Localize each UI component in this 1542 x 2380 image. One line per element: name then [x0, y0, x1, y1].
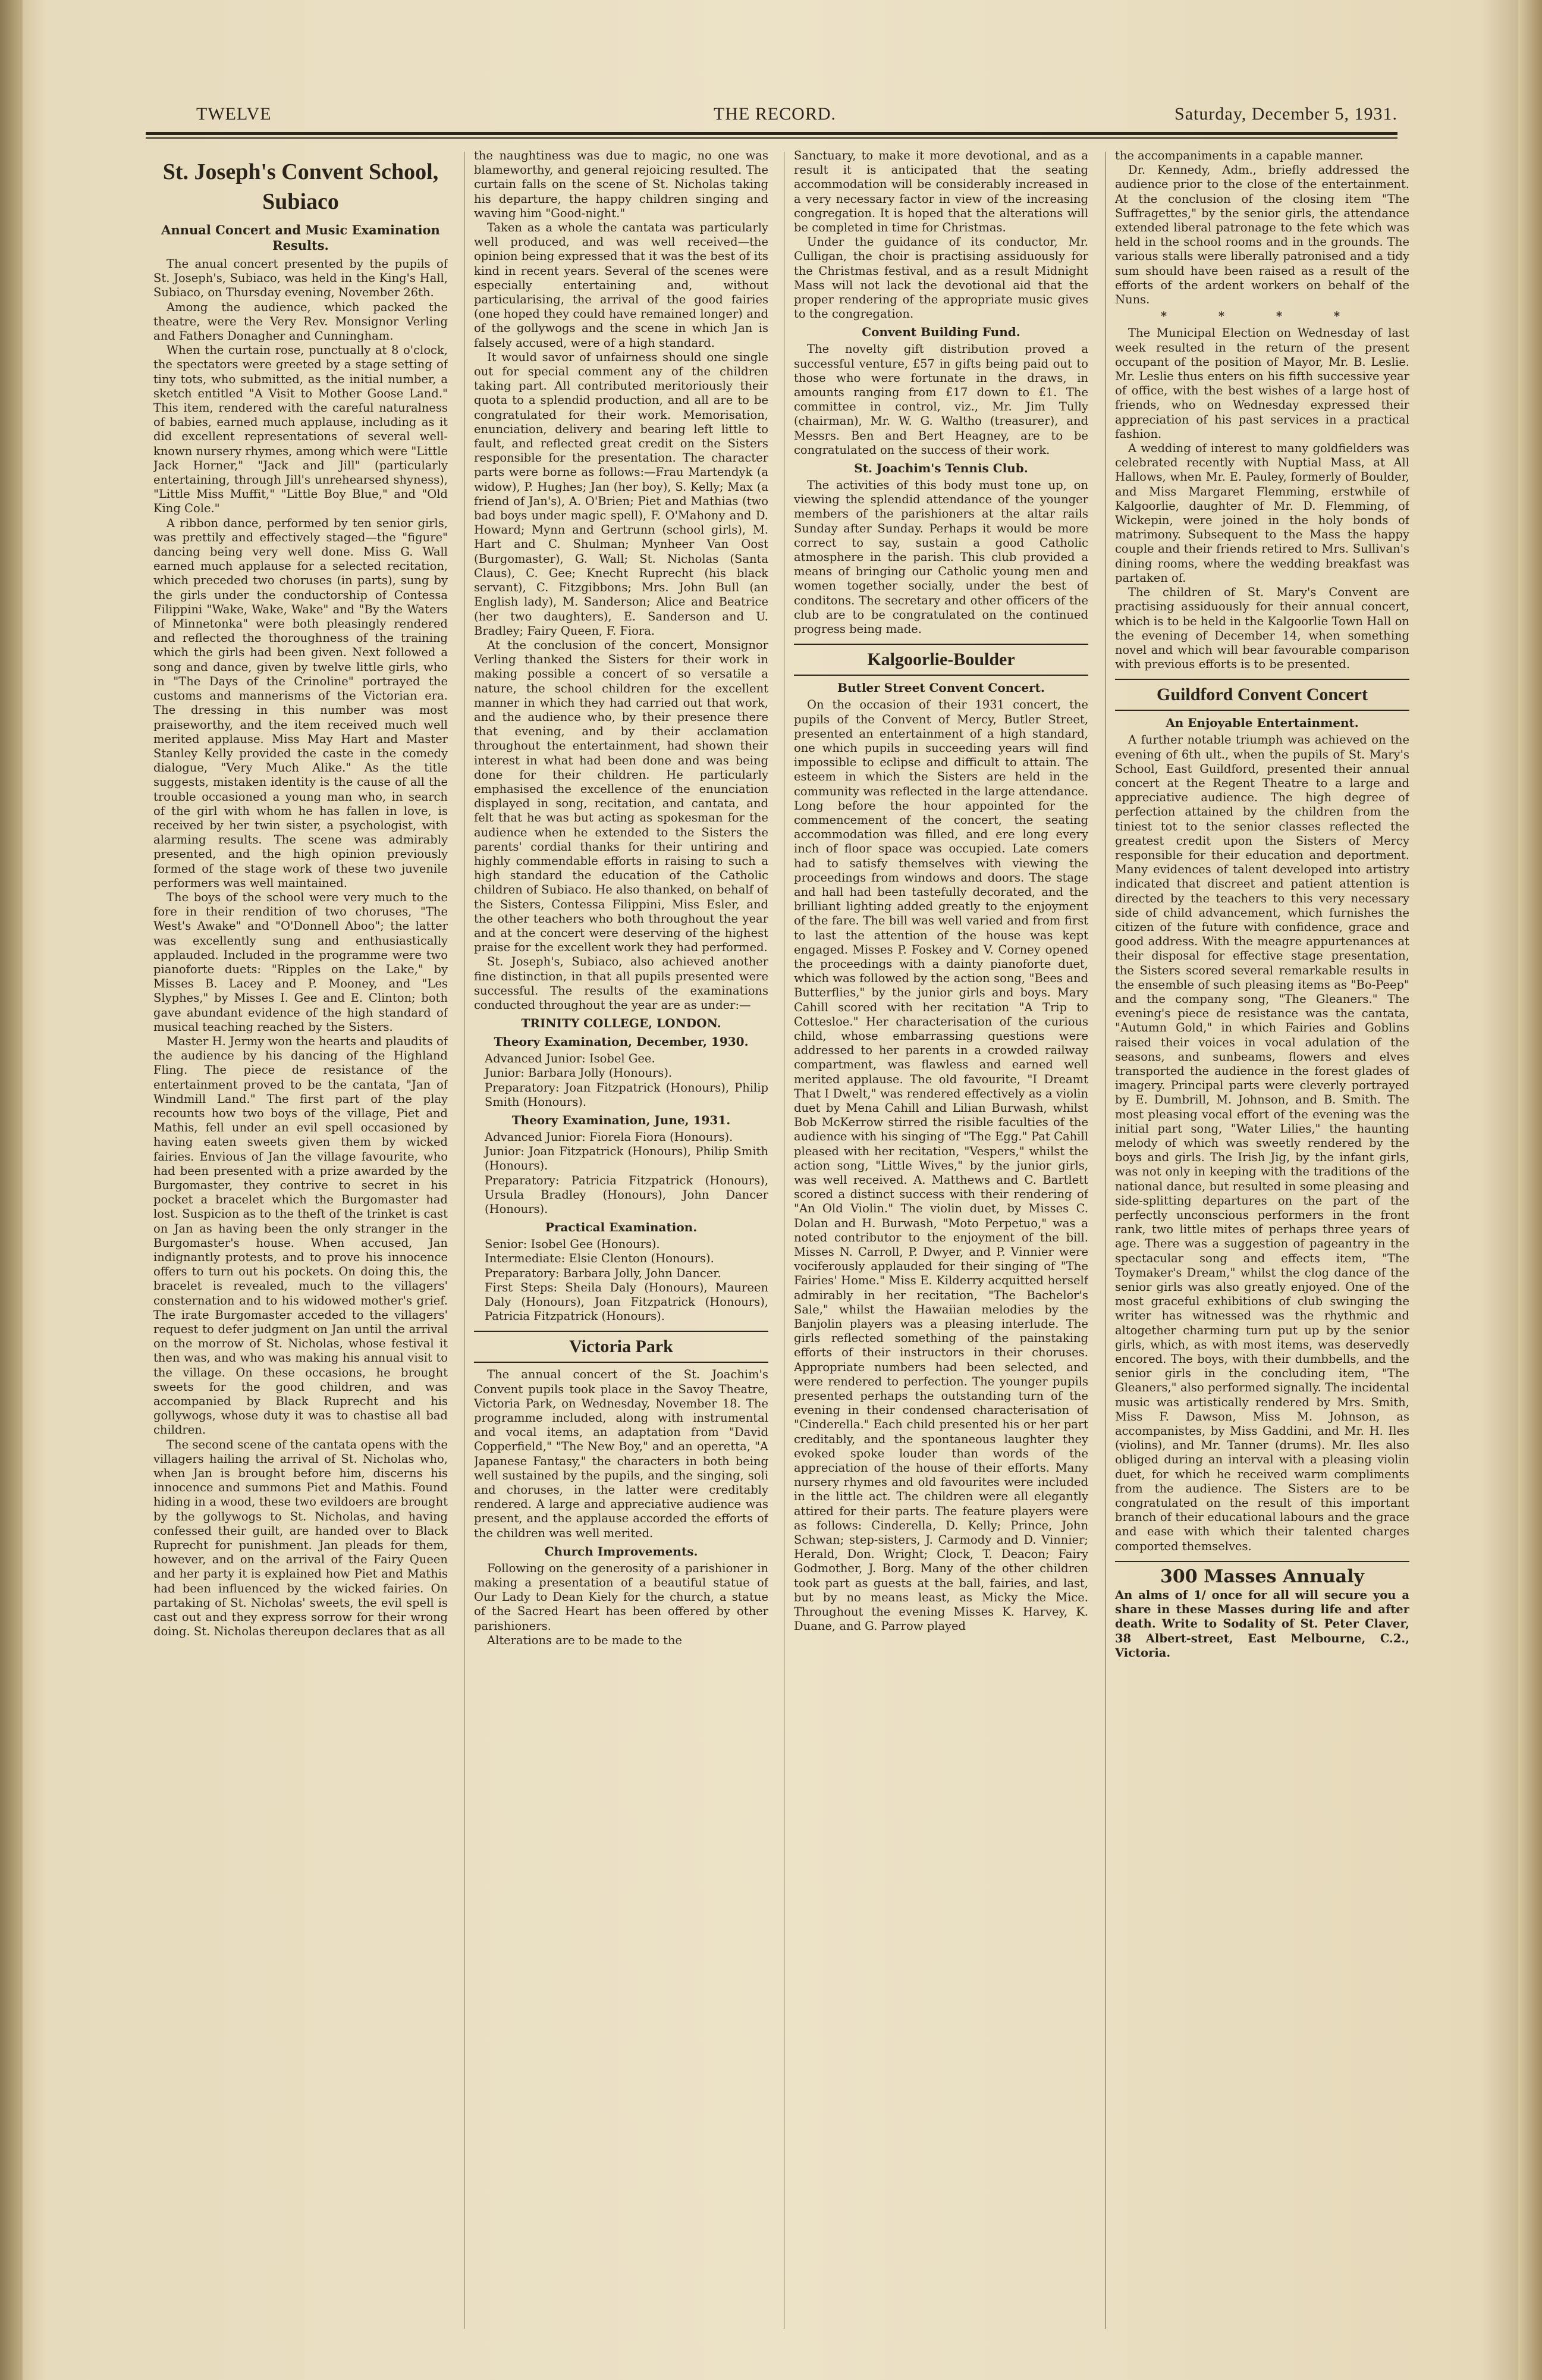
list-item: Senior: Isobel Gee (Honours).: [485, 1237, 660, 1252]
list-item: Junior: Barbara Jolly (Honours).: [485, 1066, 673, 1080]
article-title-st-josephs: St. Joseph's Convent School, Subiaco: [162, 159, 439, 214]
section-heading: Butler Street Convent Concert.: [837, 681, 1045, 695]
paragraph: Among the audience, which packed the theatre, were the Very Rev. Monsignor Verling and Fathers Donagher and Cunningham.: [153, 300, 448, 343]
section-heading: Convent Building Fund.: [862, 325, 1020, 340]
column-3: [794, 149, 1088, 2338]
article-title-victoria-park: Victoria Park: [474, 1331, 768, 1363]
page-number: TWELVE: [196, 104, 272, 124]
paragraph: Following on the generosity of a parishioner in making a presentation of a beautiful statue of Our Lady to Dean Kiely for the church, a statue of the Sacred Heart has been offered by other parishioners.: [474, 1561, 768, 1633]
ad-title: 300 Masses Annualy: [1115, 1561, 1409, 1588]
list-item: Advanced Junior: Isobel Gee.: [485, 1052, 655, 1066]
column-4: [1115, 149, 1409, 2338]
paragraph: Under the guidance of its conductor, Mr. Culligan, the choir is practising assiduously for the Christmas festival, and as a result Midnight Mass will not lack the devotional aid that the proper rendering of the appropriate music gives to the congregation.: [794, 235, 1088, 321]
exam-results-list: [474, 1052, 768, 1109]
masthead-rule-thick: [146, 132, 1397, 135]
exam-heading: Theory Examination, June, 1931.: [511, 1113, 731, 1127]
masthead-rule-thin: [146, 137, 1397, 139]
paragraph: The novelty gift distribution proved a successful venture, £57 in gifts being paid out to those who were fortunate in the draws, in amounts ranging from £17 down to £1. The committee in control, viz., Mr. Jim Tully (chairman), Mr. W. G. Waltho (treasurer), and Messrs. Ben and Bert Heagney, are to be congratulated on the success of their work.: [794, 342, 1088, 457]
column-2: [474, 149, 768, 2338]
exam-results-list: [474, 1237, 768, 1324]
paragraph: The children of St. Mary's Convent are practising assiduously for their annual concert, which is to be held in the Kalgoorlie Town Hall on the evening of December 14, when something novel and which will bear favourable comparison with previous efforts is to be presented.: [1115, 585, 1409, 672]
paragraph: The Municipal Election on Wednesday of last week resulted in the return of the present occupant of the position of Mayor, Mr. B. Leslie. Mr. Leslie thus enters on his fifth successive year of office, with the best wishes of a large host of friends, who on Wednesday expressed their appreciation of his past services in a practical fashion.: [1115, 326, 1409, 441]
section-heading: St. Joachim's Tennis Club.: [854, 461, 1028, 476]
section-separator: * * * *: [1160, 309, 1364, 324]
paragraph: A further notable triumph was achieved on the evening of 6th ult., when the pupils of St. Mary's School, East Guildford, presented their annual concert at the Regent Theatre to a large and appreciative audience. The high degree of perfection attained by the children from the tiniest tot to the senior classes reflected the greatest credit upon the Sisters of Mercy responsible for their education and deportment. Many evidences of talent developed into artistry indicated that discreet and patient attention is directed by the teachers to this very necessary side of child advancement, which furnishes the citizen of the future with confidence, grace and good address. With the meagre appurtenances at their disposal for effective stage presentation, the Sisters scored several remarkable results in the ensemble of such pleasing items as "Bo-Peep" and the company song, "The Gleaners." The evening's piece de resistance was the cantata, "Autumn Gold," in which Fairies and Goblins raised their voices in vocal adulation of the seasons, and sunbeams, flowers and elves transported the audience in the forest glades of imagery. Principal parts were cleverly portrayed by E. Dumbrill, M. Johnson, and B. Smith. The most pleasing vocal effort of the evening was the initial part song, "Water Lilies," the haunting melody of which was sweetly rendered by the boys and girls. The Irish Jig, by the infant girls, was not only in keeping with the traditions of the national dance, but resulted in some pleasing and side-splitting departures on the part of the perfectly unconscious performers in the front rank, two little mites of perhaps three years of age. There was a suggestion of pageantry in the spectacular song and effects item, "The Toymaker's Dream," whilst the clog dance of the senior girls was also greatly enjoyed. One of the most graceful exhibitions of club swinging the writer has witnessed was the rhythmic and altogether charming turn put up by the senior girls, which, as with most items, was deservedly encored. The boys, with their dumbbells, and the senior girls in the concluding item, "The Gleaners," also performed signally. The incidental music was artistically rendered by Mrs. Smith, Miss F. Dawson, Miss M. Johnson, as accompanistes, by Miss Gaddini, and Mr. H. Iles (violins), and Mr. Tanner (drums). Mr. Iles also obliged during an interval with a pleasing violin duet, for which he received warm compliments from the audience. The Sisters are to be congratulated on the result of this important branch of their educational labours and the grace and ease with which their talented charges comported themselves.: [1115, 733, 1409, 1553]
list-item: First Steps: Sheila Daly (Honours), Maureen Daly (Honours), Joan Fitzpatrick (Honours), Patricia Fitzpatrick (Honours).: [485, 1280, 768, 1324]
paragraph: The second scene of the cantata opens with the villagers hailing the arrival of St. Nicholas who, when Jan is brought before him, discerns his innocence and summons Piet and Mathis. Found hiding in a wood, these two evildoers are brought by the gollywogs to St. Nicholas, and having confessed their guilt, are handed over to Black Ruprecht for punishment. Jan pleads for them, however, and on the arrival of the Fairy Queen and her party it is explained how Piet and Mathis had been influenced by the wicked fairies. On partaking of St. Nicholas' sweets, the evil spell is cast out and they express sorrow for their wrong doing. St. Nicholas thereupon declares that as all: [153, 1437, 448, 1639]
paragraph: It would savor of unfairness should one single out for special comment any of the children taking part. All contributed meritoriously their quota to a splendid production, and all are to be congratulated for their work. Memorisation, enunciation, delivery and bearing left little to fault, and reflected great credit on the Sisters responsible for the presentation. The character parts were borne as follows:—Frau Martendyk (a widow), P. Hughes; Jan (her boy), S. Kelly; Max (a friend of Jan's), A. O'Brien; Piet and Mathias (two bad boys under magic spell), F. O'Mahony and D. Howard; Mynn and Gertrunn (school girls), M. Hart and C. Shulman; Mynheer Van Oost (Burgomaster), G. Wall; St. Nicholas (Santa Claus), C. Gee; Knecht Ruprecht (his black servant), C. Fitzgibbons; Mrs. John Bull (an English lady), M. Sanderson; Alice and Beatrice (her two daughters), E. Sanderson and U. Bradley; Fairy Queen, F. Fiora.: [474, 350, 768, 638]
page-edge-shadow: [1518, 0, 1542, 2380]
paragraph: Alterations are to be made to the: [487, 1633, 682, 1647]
paragraph: A ribbon dance, performed by ten senior girls, was prettily and effectively staged—the "figure" dancing being very well done. Miss G. Wall earned much applause for a selected recitation, which preceded two choruses (in parts), sung by the girls under the conductorship of Contessa Filippini "Wake, Wake, Wake" and "By the Waters of Minnetonka" were both pleasingly rendered and reflected the thoroughness of the training which the girls had been given. Next followed a song and dance, given by twelve little girls, who in "The Days of the Crinoline" portrayed the customs and mannerisms of the Victorian era. The dressing in this number was most praiseworthy, and the item received much well merited applause. Miss May Hart and Master Stanley Kelly provided the caste in the comedy dialogue, "Very Much Alike." As the title suggests, mistaken identity is the cause of all the trouble occasioned a young man who, in search of the girl with whom he has fallen in love, is received by her twin sister, a psychologist, with alarming results. The scene was admirably presented, and the high opinion previously formed of the stage work of these two juvenile performers was well maintained.: [153, 516, 448, 890]
column-1: [153, 149, 448, 2338]
paragraph: the naughtiness was due to magic, no one was blameworthy, and general rejoicing resulted. The curtain falls on the scene of St. Nicholas taking his departure, the happy children singing and waving him "Good-night.": [474, 149, 768, 220]
paragraph: A wedding of interest to many goldfielders was celebrated recently with Nuptial Mass, at All Hallows, when Mr. E. Pauley, formerly of Boulder, and Miss Margaret Flemming, erstwhile of Kalgoorlie, daughter of Mr. D. Flemming, of Wickepin, were joined in the holy bonds of matrimony. Subsequent to the Mass the happy couple and their friends retired to Mrs. Sullivan's dining rooms, where the wedding breakfast was partaken of.: [1115, 441, 1409, 585]
paragraph: At the conclusion of the concert, Monsignor Verling thanked the Sisters for their work in making possible a concert of so versatile a nature, the school children for the excellent manner in which they had carried out that work, and the audience who, by their presence there that evening, and by their acclamation throughout the entertainment, had shown their interest in what had been done and was being done for their children. He particularly emphasised the excellence of the enunciation displayed in song, recitation, and cantata, and felt that he was but acting as spokesman for the audience when he extended to the Sisters the parents' cordial thanks for their untiring and highly commendable efforts in raising to such a high standard the education of the Catholic children of Subiaco. He also thanked, on behalf of the Sisters, Contessa Filippini, Miss Esler, and the other teachers who both throughout the year and at the concert were deserving of the highest praise for the excellent work they had performed.: [474, 638, 768, 955]
masses-advertisement: [1115, 1561, 1409, 1660]
paragraph: St. Joseph's, Subiaco, also achieved another fine distinction, in that all pupils presented were successful. The results of the examinations conducted throughout the year are as under:—: [474, 955, 768, 1012]
exam-heading: Theory Examination, December, 1930.: [494, 1034, 749, 1049]
paragraph: Sanctuary, to make it more devotional, and as a result it is anticipated that the seating accommodation will be considerably increased in a very necessary factor in view of the increasing congregation. It is hoped that the alterations will be completed in time for Christmas.: [794, 149, 1088, 235]
column-divider: [1105, 152, 1106, 2329]
exam-results-list: [474, 1130, 768, 1216]
article-title-guildford: Guildford Convent Concert: [1115, 679, 1409, 711]
list-item: Advanced Junior: Fiorela Fiora (Honours).: [485, 1130, 733, 1144]
paper-name: THE RECORD.: [714, 104, 836, 124]
list-item: Preparatory: Patricia Fitzpatrick (Honours), Ursula Bradley (Honours), John Dancer (Honours).: [485, 1173, 768, 1216]
paragraph: The activities of this body must tone up, on viewing the splendid attendance of the younger members of the parishioners at the altar rails Sunday after Sunday. Perhaps it would be more correct to say, sustain a good Catholic atmosphere in the parish. This club provided a means of bringing our Catholic young men and women together socially, under the best of conditons. The secretary and other officers of the club are to be congratulated on the continued progress being made.: [794, 478, 1088, 636]
list-item: Intermediate: Elsie Clenton (Honours).: [485, 1252, 714, 1266]
article-subtitle: An Enjoyable Entertainment.: [1166, 716, 1359, 730]
paragraph: Master H. Jermy won the hearts and plaudits of the audience by his dancing of the Highland Fling. The piece de resistance of the entertainment proved to be the cantata, "Jan of Windmill Land." The first part of the play recounts how two boys of the village, Piet and Mathis, fell under an evil spell occasioned by having eaten sweets given them by wicked fairies. Envious of Jan the village favourite, who had been presented with a prize awarded by the Burgomaster, they contrive to secret in his pocket a bracelet which the Burgomaster had lost. Suspicion as to the theft of the trinket is cast on Jan as having been the only stranger in the Burgomaster's house. When accused, Jan indignantly protests, and to prove his innocence offers to turn out his pockets. On doing this, the bracelet is revealed, much to the villagers' consternation and to his widowed mother's grief. The irate Burgomaster acceded to the villagers' request to defer judgment on Jan until the arrival on the morrow of St. Nicholas, whose festival it then was, and who was making his annual visit to the village. On these occasions, he brought sweets for the good children, and was accompanied by Black Ruprecht and his gollywogs, whose duty it was to chastise all bad children.: [153, 1034, 448, 1437]
list-item: Preparatory: Barbara Jolly, John Dancer.: [485, 1266, 721, 1280]
paragraph: The boys of the school were very much to the fore in their rendition of two choruses, "The West's Awake" and "O'Donnell Aboo"; the latter was excellently sung and enthusiastically applauded. Included in the programme were two pianoforte duets: "Ripples on the Lake," by Misses B. Lacey and P. Mooney, and "Les Slyphes," by Misses I. Gee and E. Clinton; both gave abundant evidence of the high standard of musical teaching reached by the Sisters.: [153, 890, 448, 1034]
exam-heading: TRINITY COLLEGE, LONDON.: [521, 1016, 721, 1031]
paragraph: When the curtain rose, punctually at 8 o'clock, the spectators were greeted by a stage setting of tiny tots, who submitted, as the initial number, a sketch entitled "A Visit to Mother Goose Land." This item, rendered with the careful naturalness of babies, earned much applause, including as it did excellent representations of several well-known nursery rhymes, among which were "Little Jack Horner," "Jack and Jill" (particularly entertaining, through Jill's unrehearsed shyness), "Little Miss Muffit," "Little Boy Blue," and "Old King Cole.": [153, 343, 448, 516]
page-spine-shadow: [0, 0, 23, 2380]
paragraph: The annual concert of the St. Joachim's Convent pupils took place in the Savoy Theatre, Victoria Park, on Wednesday, November 18. The programme included, along with instrumental and vocal items, an adaptation from "David Copperfield," "The New Boy," and an operetta, "A Japanese Fantasy," the characters in both being well sustained by the pupils, and the singing, soli and choruses, in the latter were creditably rendered. A large and appreciative audience was present, and the applause accorded the efforts of the children was well merited.: [474, 1368, 768, 1540]
paragraph: the accompaniments in a capable manner.: [1115, 149, 1364, 162]
exam-heading: Practical Examination.: [545, 1220, 698, 1235]
paragraph: Taken as a whole the cantata was particularly well produced, and was well received—the opinion being expressed that it was the best of its kind in recent years. Several of the scenes were especially entertaining and, without particularising, the arrival of the good fairies (one hoped they could have remained longer) and of the gollywogs and the scene in which Jan is falsely accused, were of a high standard.: [474, 221, 768, 350]
ad-text: An alms of 1/ once for all will secure you a share in these Masses during life and after death. Write to Sodality of St. Peter Claver, 38 Albert-street, East Melbourne, C.2., Victoria.: [1115, 1588, 1409, 1660]
article-subtitle: Annual Concert and Music Examination Results.: [161, 222, 440, 253]
list-item: Preparatory: Joan Fitzpatrick (Honours), Philip Smith (Honours).: [485, 1080, 768, 1109]
paragraph: Dr. Kennedy, Adm., briefly addressed the audience prior to the close of the entertainment. At the conclusion of the closing item "The Suffragettes," by the senior girls, the attendance extended liberal patronage to the fete which was held in the school rooms and in the grounds. The various stalls were liberally patronised and a tidy sum should have been raised as a result of the efforts of the ardent workers on behalf of the Nuns.: [1115, 163, 1409, 307]
section-heading: Church Improvements.: [544, 1544, 698, 1559]
issue-date: Saturday, December 5, 1931.: [1174, 104, 1397, 124]
paragraph: The anual concert presented by the pupils of St. Joseph's, Subiaco, was held in the King's Hall, Subiaco, on Thursday evening, November 26th.: [153, 257, 448, 300]
list-item: Junior: Joan Fitzpatrick (Honours), Philip Smith (Honours).: [485, 1144, 768, 1173]
article-title-kalgoorlie-boulder: Kalgoorlie-Boulder: [794, 644, 1088, 676]
paragraph: On the occasion of their 1931 concert, the pupils of the Convent of Mercy, Butler Street, presented an entertainment of a high standard, one which pupils in succeeding years will find impossible to eclipse and difficult to attain. The esteem in which the Sisters are held in the community was reflected in the large attendance. Long before the hour appointed for the commencement of the concert, the seating accommodation was filled, and ere long every inch of floor space was occupied. Late comers had to satisfy themselves with viewing the proceedings from windows and doors. The stage and hall had been tastefully decorated, and the brilliant lighting added greatly to the enjoyment of the fare. The bill was well varied and from first to last the attention of the house was kept engaged. Misses P. Foskey and V. Corney opened the proceedings with a dainty pianoforte duet, which was followed by the action song, "Bees and Butterflies," by the junior girls and boys. Mary Cahill scored with her recitation "A Trip to Cottesloe." Her characterisation of the curious child, whose embarrassing questions were addressed to her parents in a crowded railway compartment, was flawless and earned well merited applause. The old favourite, "I Dreamt That I Dwelt," was rendered effectively as a violin duet by Mena Cahill and Lilian Burwash, whilst Bob McKerrow stirred the risible faculties of the audience with his singing of "The Egg." Pat Cahill pleased with her recitation, "Vespers," whilst the action song, "Little Wives," by the junior girls, was well received. A. Matthews and C. Bartlett scored a distinct success with their rendering of "An Old Violin." The violin duet, by Misses C. Dolan and H. Burwash, "Moto Perpetuo," was a noted contributor to the enjoyment of the bill. Misses N. Carroll, P. Dwyer, and P. Vinnier were vociferously applauded for their singing of "The Fairies' Home." Miss E. Kilderry acquitted herself admirably in her recitation, "The Bachelor's Sale," whilst the Hawaiian melodies by the Banjolin players was a pleasing interlude. The girls reflected something of the painstaking efforts of their instructors in their choruses. Appropriate numbers had been selected, and were rendered to perfection. The younger pupils presented perhaps the outstanding turn of the evening in their condensed characterisation of "Cinderella." Each child presented his or her part creditably, and the spontaneous laughter they evoked spoke louder than words of the appreciation of the house of their efforts. Many nursery rhymes and old favourites were included in the little act. The children were all elegantly attired for their parts. The feature players were as follows: Cinderella, D. Kelly; Prince, John Schwan; step-sisters, J. Carmody and D. Vinnier; Herald, Don. Wright; Clock, T. Deacon; Fairy Godmother, J. Borg. Many of the other children took part as guests at the ball, fairies, and last, but by no means least, as Micky the Mice. Throughout the evening Misses K. Harvey, K. Duane, and G. Parrow played: [794, 698, 1088, 1633]
